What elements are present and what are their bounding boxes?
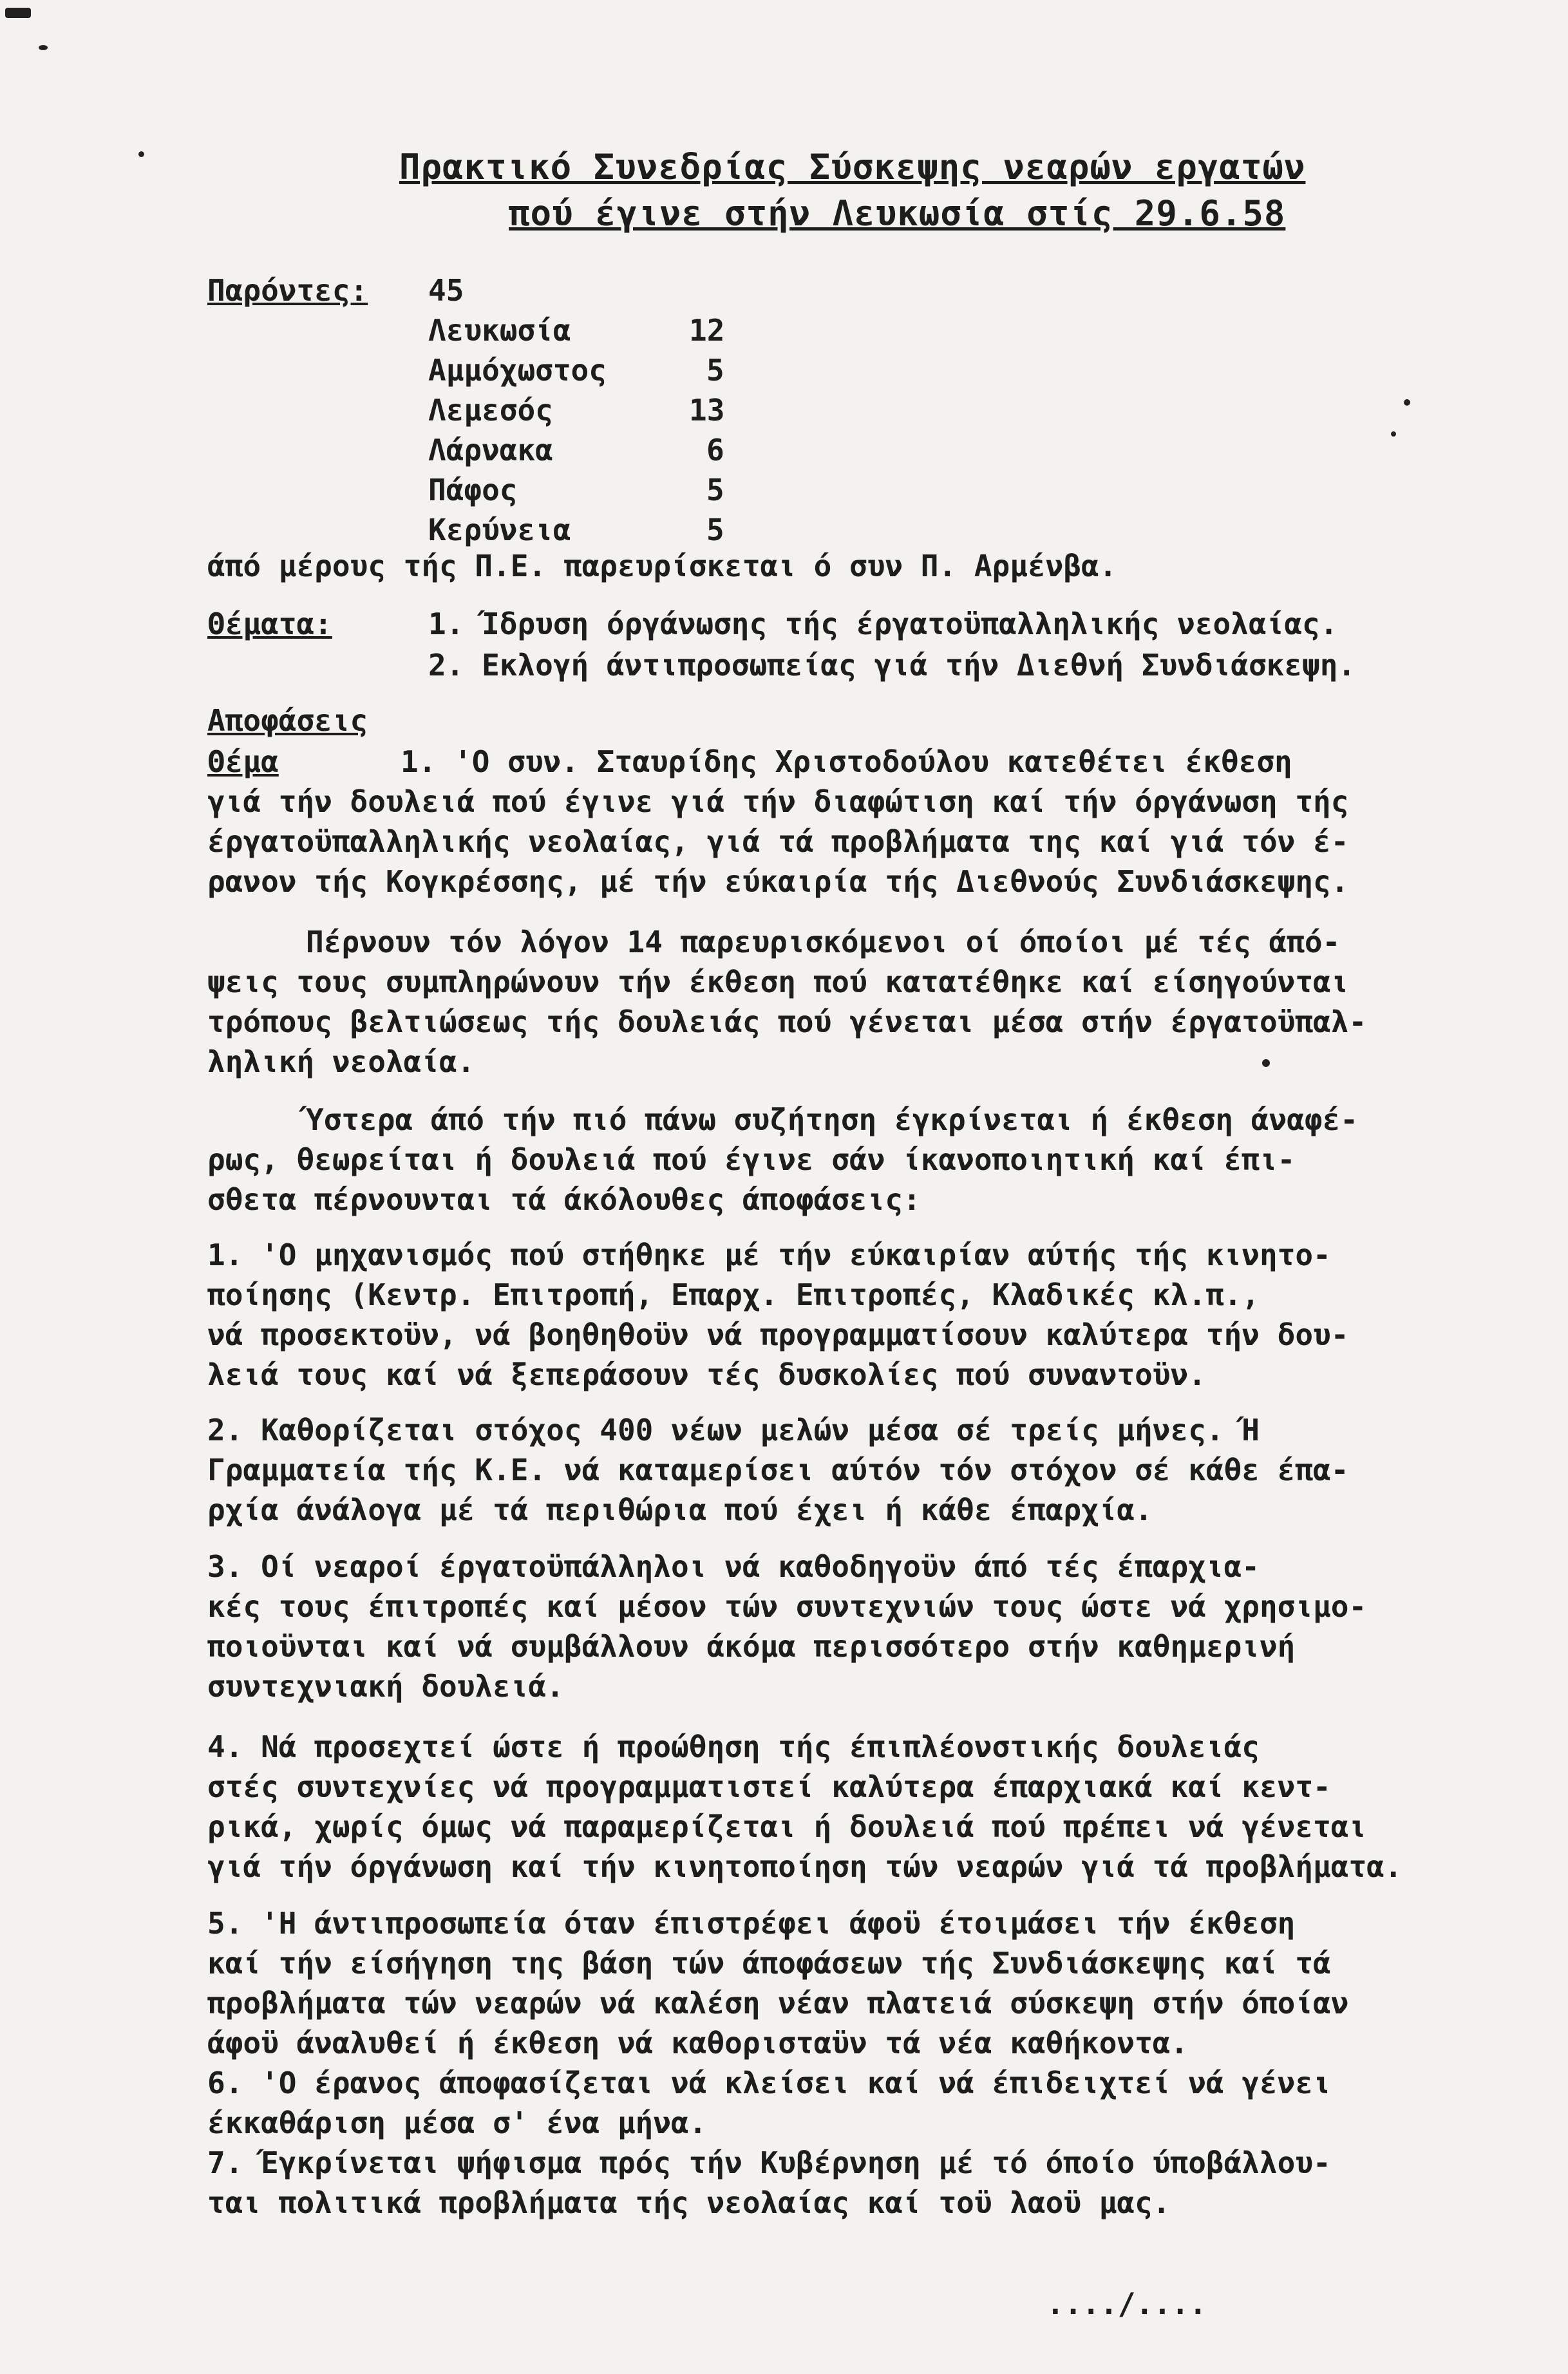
body-line: γιά τήν όργάνωση καί τήν κινητοποίηση τών νεαρών γιά τά προβλήματα. (207, 1849, 1403, 1884)
body-line: ψεις τους συμπληρώνουν τήν έκθεση πού κατατέθηκε καί είσηγούνται (207, 965, 1349, 999)
scan-speck (138, 151, 144, 157)
body-line: λειά τους καί νά ξεπεράσουν τές δυσκολίες πού συναντοϋν. (207, 1357, 1206, 1392)
scan-speck (1391, 431, 1396, 437)
body-line: 7. Έγκρίνεται ψήφισμα πρός τήν Κυβέρνηση μέ τό όποίο ύποβάλλου- (207, 2145, 1331, 2180)
body-line: έργατοϋπαλληλικής νεολαίας, γιά τά προβλήματα της καί γιά τόν έ- (207, 824, 1349, 859)
body-line: σθετα πέρνουνται τά άκόλουθες άποφάσεις: (207, 1182, 921, 1217)
district-name: Λεμεσός (428, 393, 553, 428)
present-total: 45 (428, 273, 464, 308)
body-line: 4. Νά προσεχτεί ώστε ή προώθηση τής έπιπλέονστικής δουλειάς (207, 1729, 1260, 1764)
body-line: ποίησης (Κεντρ. Επιτροπή, Επαρχ. Επιτροπές, Κλαδικές κλ.π., (207, 1277, 1260, 1312)
page-continuation: ..../.... (1046, 2286, 1207, 2321)
district-count: 5 (706, 513, 724, 547)
district-name: Λευκωσία (428, 313, 571, 348)
body-line: γιά τήν δουλειά πού έγινε γιά τήν διαφώτιση καί τήν όργάνωση τής (207, 784, 1349, 819)
district-name: Πάφος (428, 473, 518, 507)
district-count: 5 (706, 473, 724, 507)
body-line: 1. 'Ο μηχανισμός πού στήθηκε μέ τήν εύκαιρίαν αύτής τής κινητο- (207, 1238, 1331, 1272)
body-line: Γραμματεία τής Κ.Ε. νά καταμερίσει αύτόν τόν στόχον σέ κάθε έπα- (207, 1453, 1349, 1487)
scan-speck (1262, 1059, 1270, 1067)
body-line: ληλική νεολαία. (207, 1044, 475, 1079)
topic-item: 2. Εκλογή άντιπροσωπείας γιά τήν Διεθνή Συνδιάσκεψη. (428, 648, 1356, 683)
district-name: Αμμόχωστος (428, 353, 607, 388)
body-line: συντεχνιακή δουλειά. (207, 1669, 564, 1704)
body-line: 2. Καθορίζεται στόχος 400 νέων μελών μέσα σέ τρείς μήνες. Ή (207, 1413, 1260, 1447)
body-line: ποιοϋνται καί νά συμβάλλουν άκόμα περισσότερο στήν καθημερινή (207, 1629, 1296, 1664)
body-line: έκκαθάριση μέσα σ' ένα μήνα. (207, 2106, 707, 2140)
district-count: 6 (706, 433, 724, 467)
body-line: Πέρνουν τόν λόγον 14 παρευρισκόμενοι οί όποίοι μέ τές άπό- (306, 925, 1341, 959)
topic-item: 1. Ίδρυση όργάνωσης τής έργατοϋπαλληλικής νεολαίας. (428, 607, 1338, 641)
district-count: 5 (706, 353, 724, 388)
body-line: ρχία άνάλογα μέ τά περιθώρια πού έχει ή κάθε έπαρχία. (207, 1493, 1153, 1527)
body-line: Ύστερα άπό τήν πιό πάνω συζήτηση έγκρίνεται ή έκθεση άναφέ- (306, 1102, 1358, 1137)
district-count: 13 (689, 393, 725, 428)
theme-label: Θέμα (207, 744, 279, 779)
body-line: ρως, θεωρείται ή δουλειά πού έγινε σάν ίκανοποιητική καί έπι- (207, 1142, 1296, 1177)
body-line: νά προσεκτοϋν, νά βοηθηθοϋν νά προγραμματίσουν καλύτερα τήν δου- (207, 1317, 1349, 1352)
scan-speck (39, 45, 48, 50)
district-name: Λάρνακα (428, 433, 553, 467)
scan-speck (1404, 399, 1410, 406)
district-name: Κερύνεια (428, 513, 571, 547)
body-line: ρανον τής Κογκρέσσης, μέ τήν εύκαιρία τής Διεθνούς Συνδιάσκεψης. (207, 864, 1349, 899)
body-line: τρόπους βελτιώσεως τής δουλειάς πού γένεται μέσα στήν έργατοϋπαλ- (207, 1004, 1367, 1039)
body-line: 3. Οί νεαροί έργατοϋπάλληλοι νά καθοδηγοϋν άπό τές έπαρχια- (207, 1549, 1260, 1584)
decisions-label: Αποφάσεις (207, 703, 368, 738)
present-note: άπό μέρους τής Π.Ε. παρευρίσκεται ό συν Π. Αρμένβα. (207, 549, 1117, 583)
topics-label: Θέματα: (207, 607, 332, 641)
present-label: Παρόντες: (207, 273, 368, 308)
body-line: κές τους έπιτροπές καί μέσον τών συντεχνιών τους ώστε νά χρησιμο- (207, 1589, 1367, 1624)
district-count: 12 (689, 313, 725, 348)
body-line: καί τήν είσήγηση της βάση τών άποφάσεων τής Συνδιάσκεψης καί τά (207, 1946, 1331, 1981)
body-line: προβλήματα τών νεαρών νά καλέση νέαν πλατειά σύσκεψη στήν όποίαν (207, 1986, 1349, 2021)
scan-speck (5, 8, 31, 18)
body-line: 6. 'Ο έρανος άποφασίζεται νά κλείσει καί νά έπιδειχτεί νά γένει (207, 2066, 1331, 2100)
document-title-line2: πού έγινε στήν Λευκωσία στίς 29.6.58 (509, 193, 1286, 234)
body-line: στές συντεχνίες νά προγραμματιστεί καλύτερα έπαρχιακά καί κεντ- (207, 1769, 1331, 1804)
body-line: ται πολιτικά προβλήματα τής νεολαίας καί τοϋ λαοϋ μας. (207, 2185, 1171, 2220)
body-line: άφοϋ άναλυθεί ή έκθεση νά καθορισταϋν τά νέα καθήκοντα. (207, 2026, 1189, 2060)
body-line: 5. 'Η άντιπροσωπεία όταν έπιστρέφει άφοϋ έτοιμάσει τήν έκθεση (207, 1906, 1296, 1941)
body-line: 1. 'Ο συν. Σταυρίδης Χριστοδούλου κατεθέτει έκθεση (401, 744, 1292, 779)
body-line: ρικά, χωρίς όμως νά παραμερίζεται ή δουλειά πού πρέπει νά γένεται (207, 1809, 1367, 1844)
document-title-line1: Πρακτικό Συνεδρίας Σύσκεψης νεαρών εργατών (399, 147, 1306, 187)
